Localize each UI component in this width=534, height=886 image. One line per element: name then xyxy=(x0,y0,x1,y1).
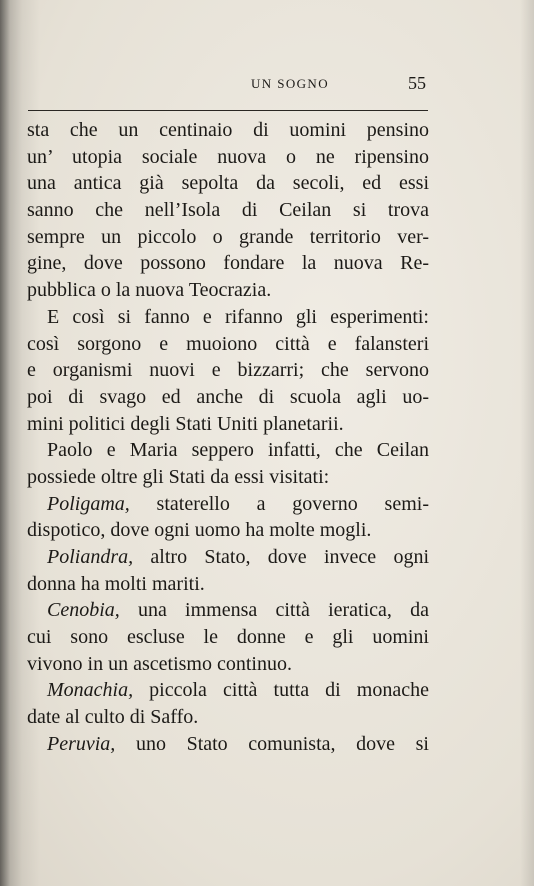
line-text: pubblica o la nuova Teocrazia. xyxy=(27,279,272,302)
running-head: UN SOGNO xyxy=(250,76,329,91)
text-line xyxy=(27,197,429,224)
text-line xyxy=(27,651,429,678)
line-text: cui sono escluse le donne e gli uomini xyxy=(27,626,429,649)
text-line xyxy=(27,384,429,411)
line-text: date al culto di Saffo. xyxy=(27,706,199,729)
line-text: uno Stato comunista, dove si xyxy=(115,732,429,755)
line-text: donna ha molti mariti. xyxy=(27,572,205,595)
text-line xyxy=(27,571,429,598)
line-text: così sorgono e muoiono città e falansteri xyxy=(27,332,429,355)
line-text: staterello a governo semi- xyxy=(129,492,429,515)
text-line xyxy=(27,331,429,358)
text-line xyxy=(27,304,429,331)
line-text: gine, dove possono fondare la nuova Re- xyxy=(27,252,429,275)
line-text: E così si fanno e rifanno gli esperimenti: xyxy=(47,305,429,328)
place-name: Peruvia, xyxy=(47,732,116,755)
body-text xyxy=(27,117,429,758)
text-line xyxy=(27,170,429,197)
place-name: Monachia, xyxy=(47,679,134,702)
text-line xyxy=(27,624,429,651)
text-line xyxy=(27,491,429,518)
line-text: sta che un centinaio di uomini pensino xyxy=(27,119,429,141)
place-name: Poliandra, xyxy=(47,546,134,568)
text-line xyxy=(27,704,429,731)
text-line xyxy=(27,731,429,758)
line-text: e organismi nuovi e bizzarri; che servono xyxy=(27,359,429,382)
line-text: mini politici degli Stati Uniti planetarii. xyxy=(27,412,344,435)
line-text: dispotico, dove ogni uomo ha molte mogli. xyxy=(27,519,372,542)
text-line xyxy=(27,544,429,571)
text-line xyxy=(27,357,429,384)
line-text: sanno che nell’Isola di Ceilan si trova xyxy=(27,199,429,222)
line-text: possiede oltre gli Stati da essi visitati: xyxy=(27,465,330,488)
place-name: Cenobia, xyxy=(47,599,120,622)
line-text: una antica già sepolta da secoli, ed essi xyxy=(27,172,429,195)
header-rule xyxy=(28,110,428,111)
line-text: piccola città tutta di monache xyxy=(133,679,429,702)
text-line xyxy=(27,144,429,171)
line-text: vivono in un ascetismo continuo. xyxy=(27,652,292,675)
page-number: 55 xyxy=(408,73,426,93)
line-text: sempre un piccolo o grande territorio ver- xyxy=(27,225,429,248)
text-line xyxy=(27,277,429,304)
text-line xyxy=(27,250,429,277)
line-text: poi di svago ed anche di scuola agli uo- xyxy=(27,385,429,408)
line-text: un’ utopia sociale nuova o ne ripensino xyxy=(27,145,429,168)
text-line xyxy=(27,677,429,704)
text-line xyxy=(27,464,429,491)
place-name: Poligama, xyxy=(47,492,130,515)
text-line xyxy=(27,517,429,544)
text-line xyxy=(27,437,429,464)
text-line xyxy=(27,117,429,144)
text-line xyxy=(27,597,429,624)
line-text: una immensa città ieratica, da xyxy=(119,599,429,622)
text-line xyxy=(27,224,429,251)
text-line xyxy=(27,411,429,438)
line-text: altro Stato, dove invece ogni xyxy=(133,546,429,568)
line-text: Paolo e Maria seppero infatti, che Ceilan xyxy=(47,439,429,462)
